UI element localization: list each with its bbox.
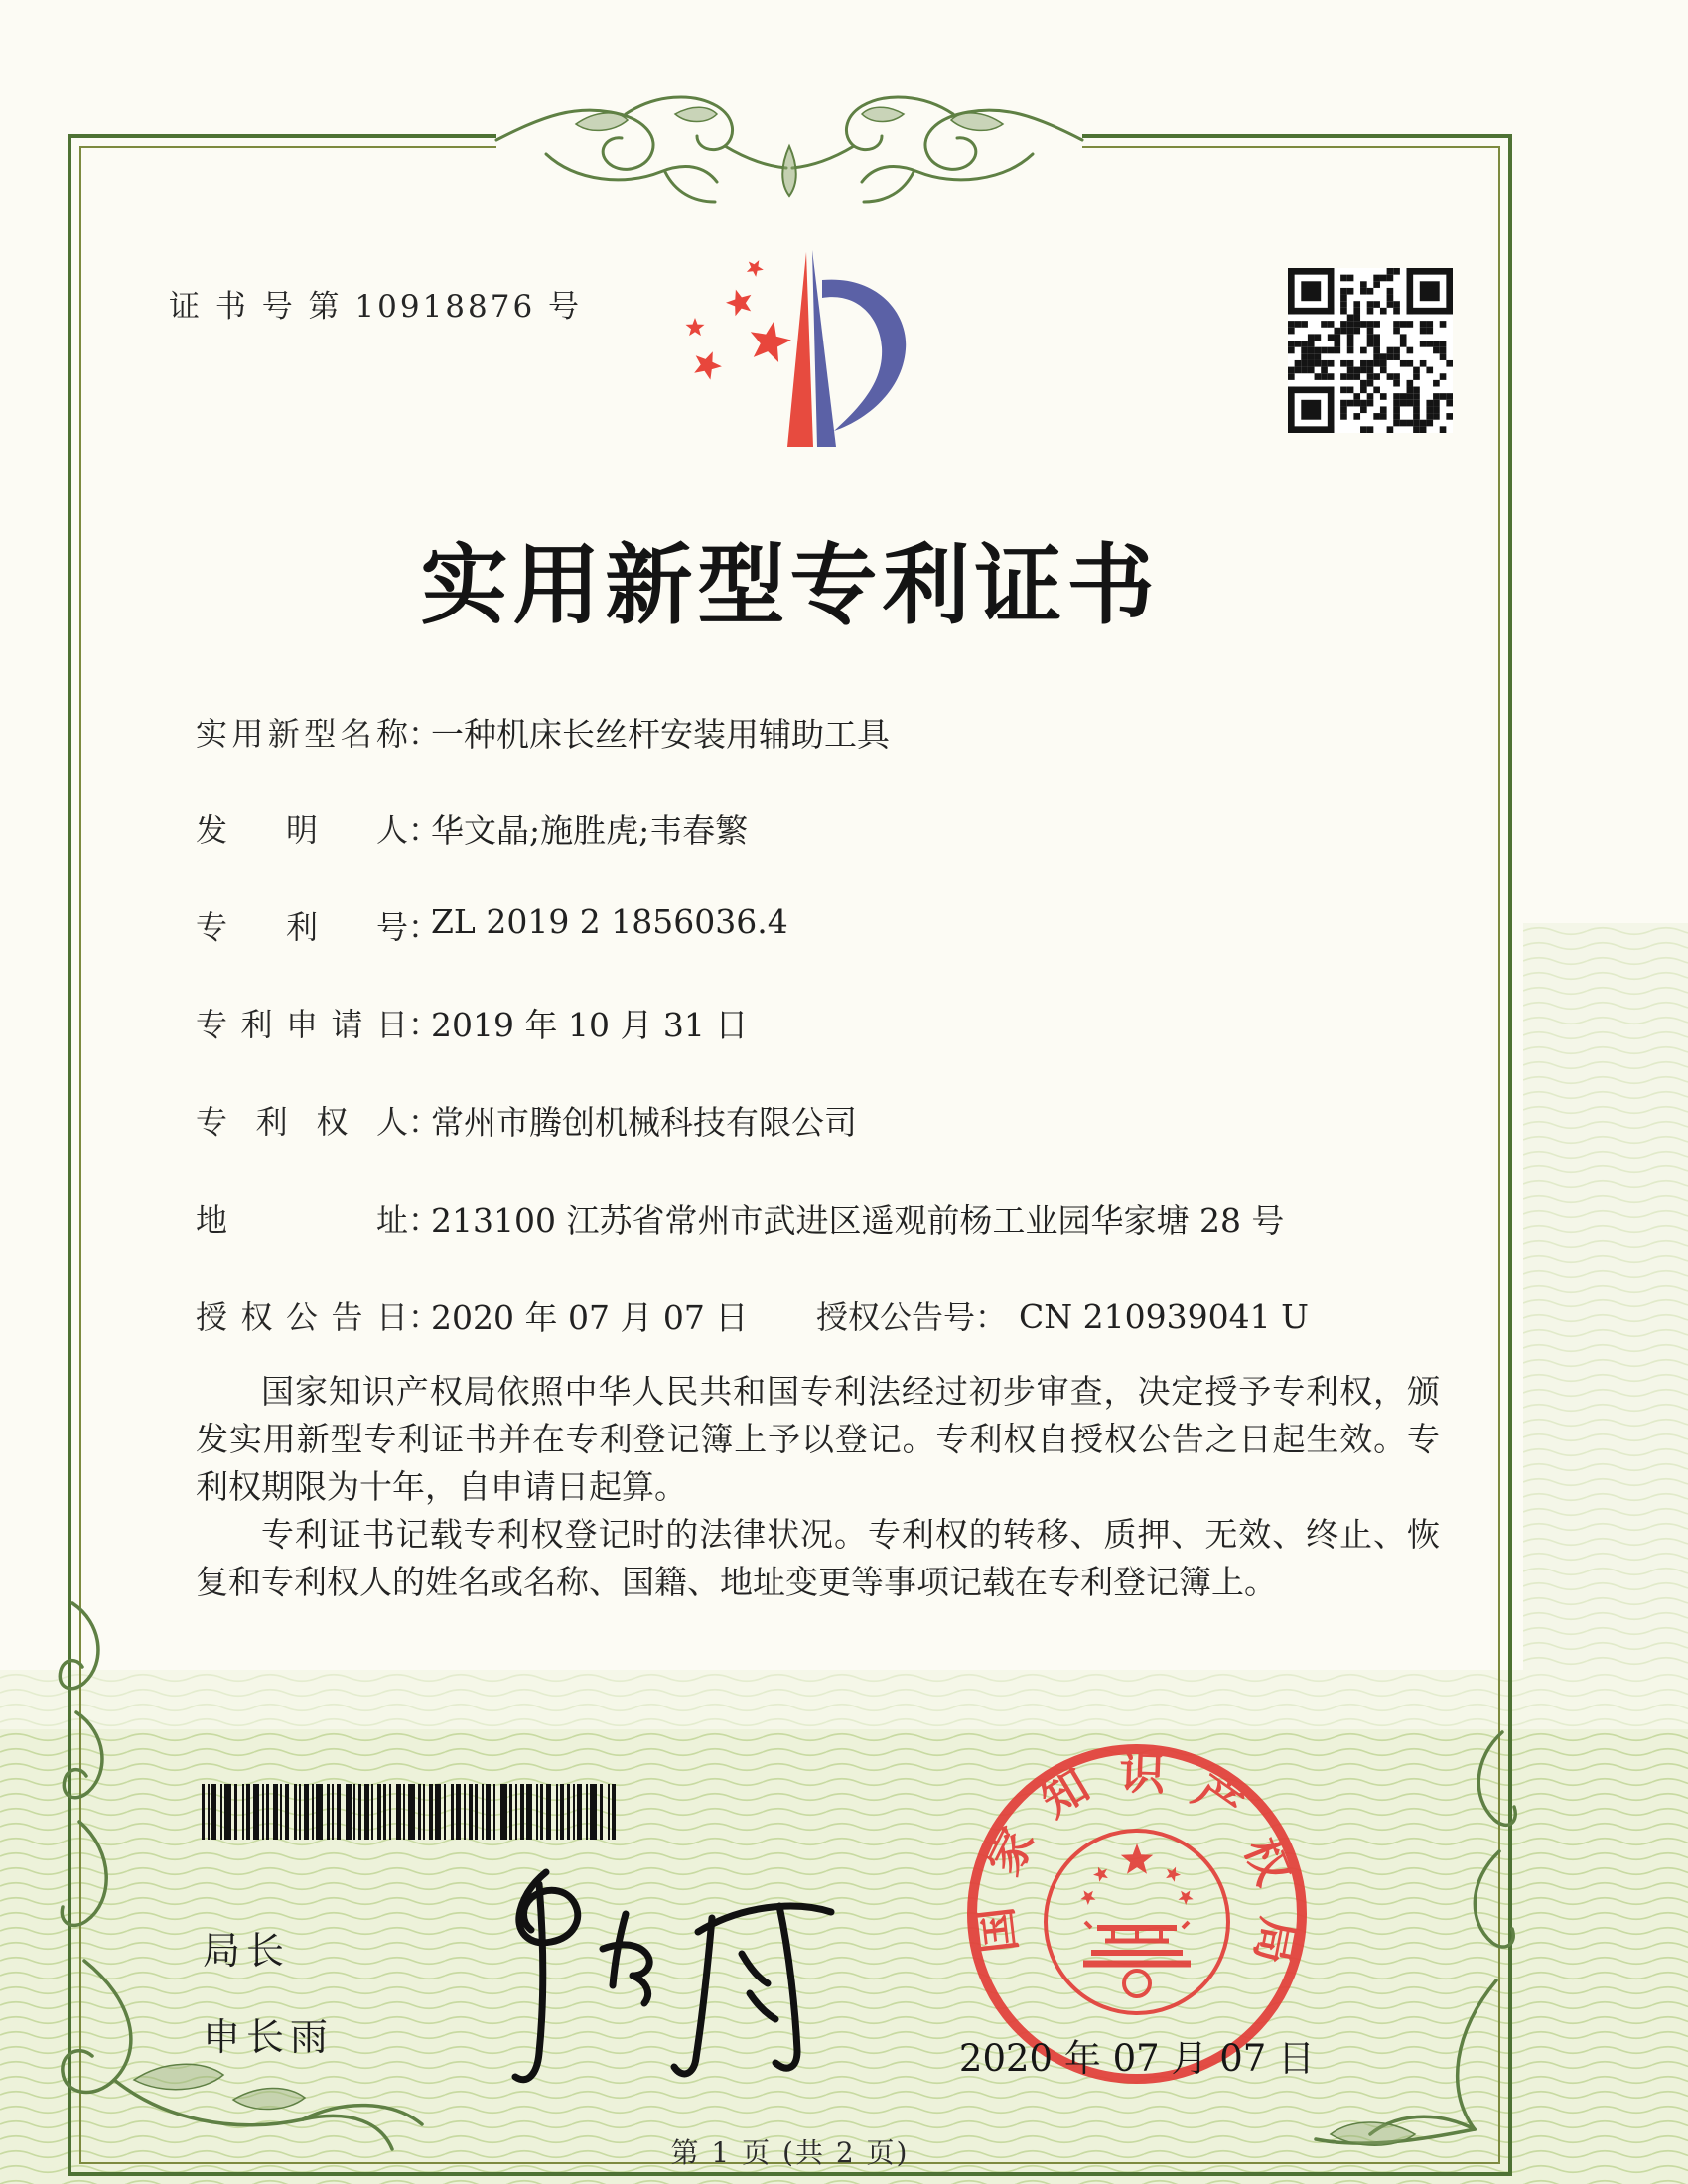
- field-label: 授权公告日: [196, 1298, 408, 1336]
- field-value: 2019 年 10 月 31 日: [431, 1006, 749, 1044]
- seal-arc-text: 国家知识产权局: [967, 1745, 1307, 1969]
- field-value: CN 210939041 U: [1019, 1297, 1309, 1336]
- director-name: 申长雨: [203, 2015, 335, 2059]
- barcode-icon: [202, 1784, 627, 1840]
- qr-code-icon: [1288, 268, 1453, 433]
- field-colon: ：: [408, 1103, 441, 1141]
- field-colon: ：: [408, 1201, 441, 1239]
- field-colon: ：: [408, 811, 441, 849]
- handwritten-signature-icon: [452, 1854, 849, 2108]
- cnipa-logo-icon: [685, 220, 938, 457]
- field-row-address: [0, 1195, 1688, 1239]
- field-label: 专利申请日: [196, 1006, 408, 1043]
- field-value: 一种机床长丝杆安装用辅助工具: [431, 715, 890, 753]
- field-label: 地址: [196, 1201, 408, 1239]
- field-row-grant: [0, 1293, 1688, 1336]
- field-colon: ：: [975, 1298, 1008, 1336]
- field-row-patent-no: [0, 902, 1688, 946]
- field-value: 常州市腾创机械科技有限公司: [431, 1103, 857, 1142]
- legal-paragraph-1: 国家知识产权局依照中华人民共和国专利法经过初步审查，决定授予专利权，颁发实用新型专利证书并在专利登记簿上予以登记。专利权自授权公告之日起生效。专利权期限为十年，自申请日起算。: [196, 1372, 1440, 1506]
- certificate-title: 实用新型专利证书: [420, 533, 1160, 636]
- director-role: 局长: [203, 1929, 291, 1973]
- field-row-patentee: [0, 1097, 1688, 1141]
- certificate-number: 证 书 号 第 10918876 号: [169, 289, 583, 325]
- field-label: 专利号: [196, 908, 408, 946]
- field-label: 实用新型名称: [196, 715, 408, 752]
- field-colon: ：: [408, 1006, 441, 1043]
- flourish-top-icon: [427, 55, 1152, 218]
- field-value: 2020 年 07 月 07 日: [431, 1298, 749, 1337]
- legal-text-block: [196, 1368, 1440, 1606]
- field-value: 华文晶;施胜虎;韦春繁: [431, 811, 749, 850]
- page-indicator: 第 1 页 (共 2 页): [670, 2136, 910, 2169]
- legal-paragraph-2: 专利证书记载专利权登记时的法律状况。专利权的转移、质押、无效、终止、恢复和专利权人的姓名或名称、国籍、地址变更等事项记载在专利登记簿上。: [196, 1515, 1440, 1601]
- national-emblem-icon: [1046, 1831, 1228, 2013]
- field-value: 213100 江苏省常州市武进区遥观前杨工业园华家塘 28 号: [431, 1201, 1285, 1240]
- flourish-bottom-left-icon: [55, 1583, 472, 2179]
- field-colon: ：: [408, 1298, 441, 1336]
- field-label: 专利权人: [196, 1103, 408, 1141]
- field-row-filing-date: [0, 1000, 1688, 1043]
- field-row-inventors: [0, 805, 1688, 849]
- field-grant-no: [816, 1293, 1309, 1338]
- seal-date: 2020 年 07 月 07 日: [958, 2037, 1316, 2080]
- field-colon: ：: [408, 715, 441, 752]
- field-row-name: [0, 709, 1688, 752]
- field-label: 授权公告号: [816, 1298, 976, 1336]
- field-colon: ：: [408, 908, 441, 946]
- field-value: ZL 2019 2 1856036.4: [431, 902, 788, 941]
- field-label: 发明人: [196, 811, 408, 849]
